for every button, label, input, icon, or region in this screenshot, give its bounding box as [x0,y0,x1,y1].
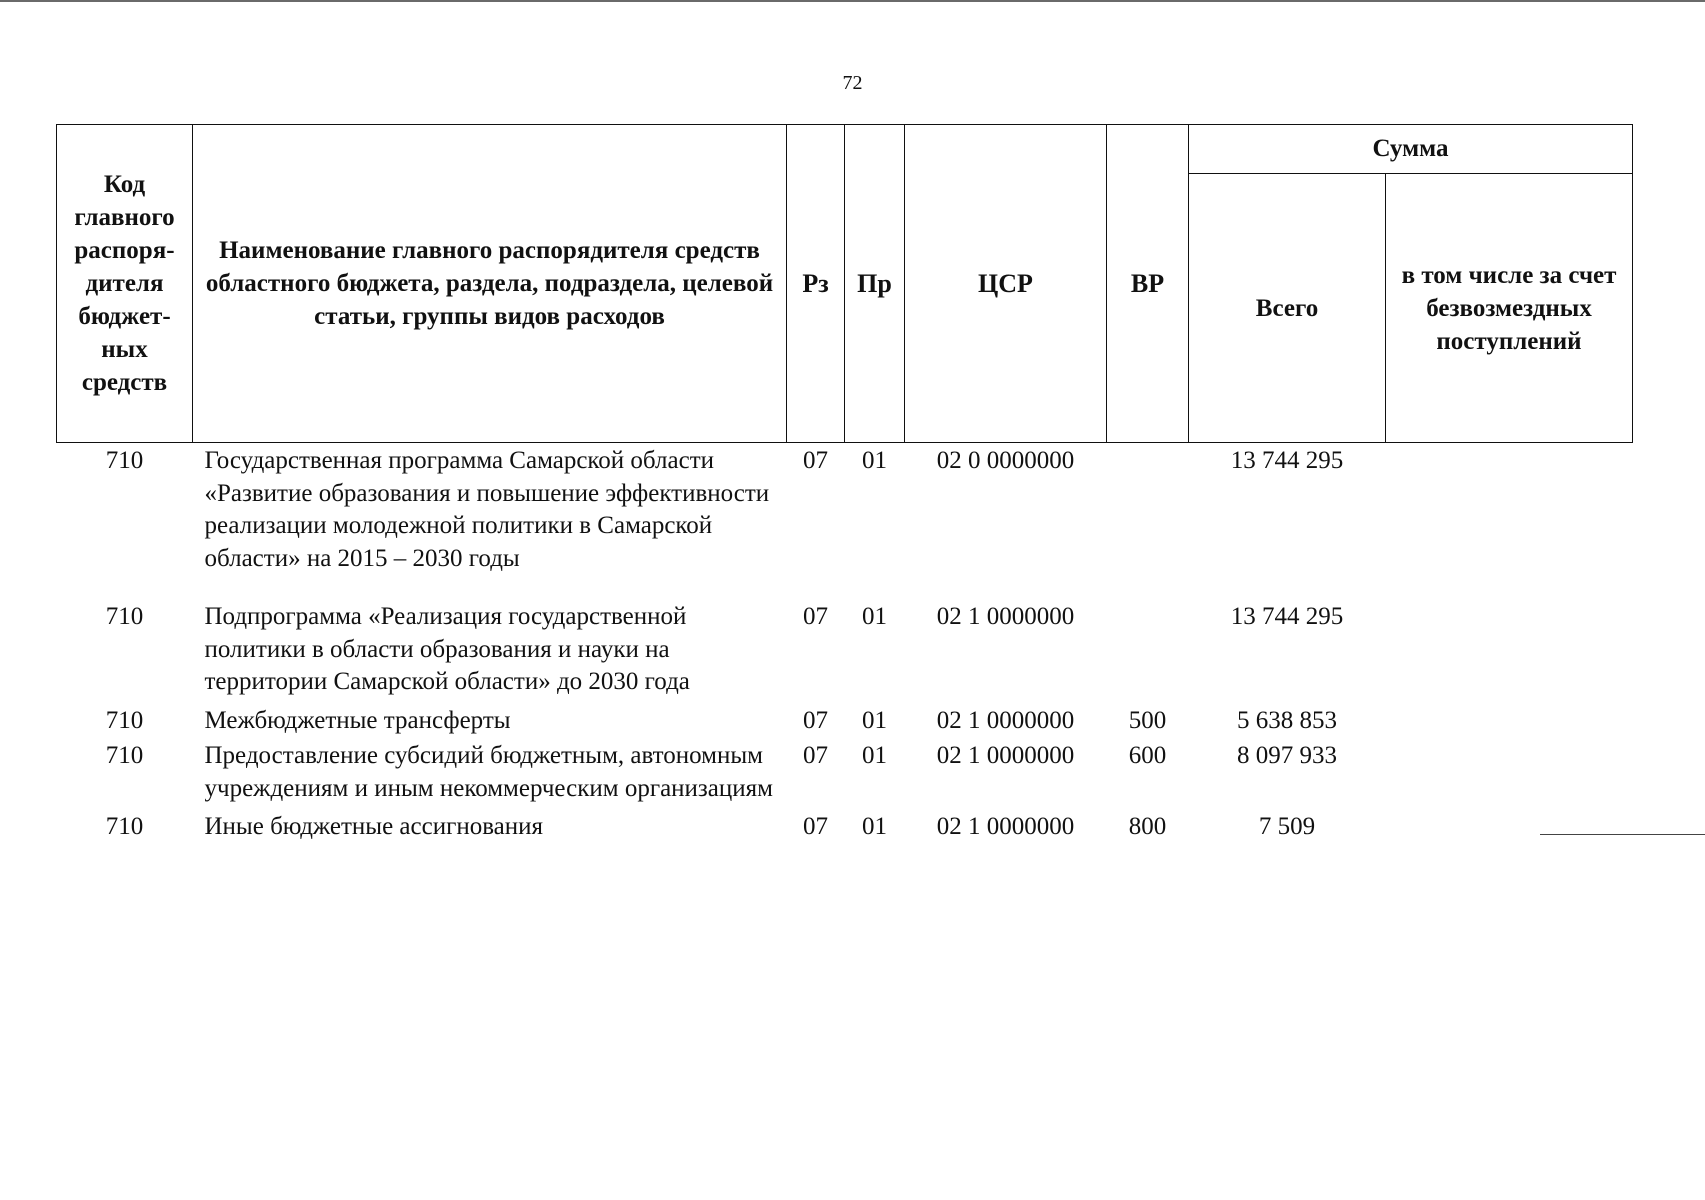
cell-pr: 01 [862,603,887,630]
table-row [57,738,1633,809]
cell-code: 710 [105,813,144,840]
page-number: 72 [842,72,863,94]
cell-free [1386,738,1633,809]
cell-csr: 02 1 0000000 [936,742,1075,769]
cell-free [1386,809,1633,845]
cell-free [1386,599,1633,703]
cell-rz: 07 [803,447,828,474]
cell-vr [1107,599,1189,703]
header-sum: Сумма [1189,125,1633,174]
table-row [57,443,1633,600]
cell-rz: 07 [803,706,828,734]
cell-name: Иные бюджетные ассигнования [204,813,544,840]
table-row [57,703,1633,739]
cell-csr: 02 1 0000000 [936,813,1075,840]
cell-total: 13 744 295 [1230,447,1344,474]
cell-total: 13 744 295 [1230,603,1344,630]
cell-total: 5 638 853 [1237,706,1337,734]
cell-name: Предоставление субсидий бюджетным, автономным учреждениям и иным некоммерческим организациям [204,742,773,802]
header-name: Наименование главного распорядителя средств областного бюджета, раздела, подраздела, целевой статьи, группы видов расходов [193,125,787,443]
cell-pr: 01 [862,742,887,769]
header-code: Код главного распоря-дителя бюджет-ных средств [57,125,193,443]
scan-edge-top [0,0,1705,2]
cell-code: 710 [105,706,144,734]
cell-total: 7 509 [1258,813,1316,840]
header-vr: ВР [1107,125,1189,443]
cell-code: 710 [105,742,144,769]
cell-name: Подпрограмма «Реализация государственной политики в области образования и науки на территории Самарской области» до 2030 года [204,603,690,695]
header-total: Всего [1189,174,1386,443]
header-free: в том числе за счет безвозмездных поступлений [1386,174,1633,443]
cell-vr: 800 [1128,813,1167,840]
cell-vr: 500 [1128,706,1167,734]
table-row [57,599,1633,703]
cell-name: Межбюджетные трансферты [204,706,511,734]
header-csr: ЦСР [905,125,1107,443]
cell-rz: 07 [803,603,828,630]
cell-pr: 01 [862,706,887,734]
cell-code: 710 [105,447,144,474]
header-pr: Пр [845,125,905,443]
cell-free [1386,443,1633,600]
cell-vr: 600 [1128,742,1167,769]
cell-vr [1107,443,1189,600]
cell-rz: 07 [803,813,828,840]
cell-pr: 01 [862,813,887,840]
cell-csr: 02 1 0000000 [936,706,1075,734]
table-row [57,809,1633,845]
cell-csr: 02 1 0000000 [936,603,1075,630]
header-rz: Рз [787,125,845,443]
cell-name: Государственная программа Самарской области «Развитие образования и повышение эффективности реализации молодежной политики в Самарской области» на 2015 – 2030 годы [204,447,770,572]
cell-free [1386,703,1633,739]
cell-rz: 07 [803,742,828,769]
budget-table [56,124,1633,845]
cell-pr: 01 [862,447,887,474]
cell-csr: 02 0 0000000 [936,447,1075,474]
cell-code: 710 [105,603,144,630]
cell-total: 8 097 933 [1237,742,1337,769]
